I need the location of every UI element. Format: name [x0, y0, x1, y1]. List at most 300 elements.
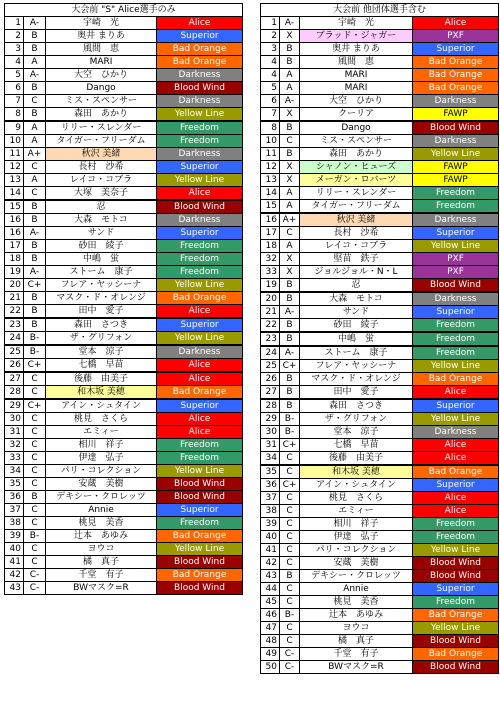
rank-number-cell: 8: [5, 108, 24, 122]
table-row: [261, 266, 499, 279]
table-row: [5, 305, 243, 319]
team-cell: Freedom: [413, 346, 499, 360]
grade-cell: A: [24, 135, 46, 148]
wrestler-name-cell: 後藤 由美子: [46, 372, 157, 386]
wrestler-name-cell: 七橋 早苗: [300, 439, 413, 452]
rank-number-cell: 3: [261, 43, 280, 56]
team-cell: Blood Wind: [413, 635, 499, 648]
table-row: [261, 413, 499, 426]
wrestler-name-cell: パリ・コレクション: [300, 544, 413, 557]
wrestler-name-cell: アイン・シュタイン: [46, 399, 157, 413]
team-cell: Darkness: [157, 345, 243, 359]
team-cell: Darkness: [157, 95, 243, 108]
table-row: [261, 279, 499, 293]
wrestler-name-cell: MARI: [46, 56, 157, 69]
table-row: [261, 161, 499, 174]
grade-cell: B: [24, 305, 46, 319]
wrestler-name-cell: 橘 真子: [300, 635, 413, 648]
grade-cell: X: [280, 266, 300, 279]
wrestler-name-cell: 風間 恵: [46, 43, 157, 56]
table-row: [261, 439, 499, 452]
grade-cell: C: [24, 426, 46, 439]
wrestler-name-cell: 七橋 早苗: [46, 359, 157, 373]
team-cell: Darkness: [157, 69, 243, 82]
table-row: [5, 187, 243, 201]
wrestler-name-cell: 桃見 美香: [46, 517, 157, 530]
team-cell: Alice: [157, 305, 243, 319]
table-row: [5, 240, 243, 253]
grade-cell: C+: [24, 279, 46, 292]
grade-cell: X: [280, 108, 300, 122]
rank-number-cell: 14: [261, 187, 280, 200]
table-row: [5, 227, 243, 240]
rank-number-cell: 29: [5, 399, 24, 413]
rank-number-cell: 10: [261, 135, 280, 148]
left-table-title: 大会前 "S" Alice選手のみ: [5, 4, 243, 17]
wrestler-name-cell: エミィー: [46, 426, 157, 439]
rank-number-cell: 7: [261, 108, 280, 122]
rank-number-cell: 13: [5, 174, 24, 187]
table-row: [5, 82, 243, 95]
wrestler-name-cell: 森田 あかり: [300, 148, 413, 161]
wrestler-name-cell: BWマスク=R: [46, 582, 157, 595]
grade-cell: C: [280, 635, 300, 648]
rank-number-cell: 15: [261, 200, 280, 214]
rank-number-cell: 24: [261, 346, 280, 360]
team-cell: FAWP: [413, 161, 499, 174]
team-cell: Alice: [413, 505, 499, 518]
team-cell: Freedom: [157, 439, 243, 452]
wrestler-name-cell: リリー・スレンダー: [46, 121, 157, 135]
left-ranking-table: [4, 3, 243, 595]
wrestler-name-cell: 伊達 弘子: [46, 452, 157, 465]
team-cell: Alice: [413, 17, 499, 30]
rank-number-cell: 21: [261, 306, 280, 319]
wrestler-name-cell: 堂本 涼子: [46, 345, 157, 359]
grade-cell: B: [280, 43, 300, 56]
team-cell: Darkness: [413, 95, 499, 108]
rank-number-cell: 1: [261, 17, 280, 30]
rank-number-cell: 34: [261, 452, 280, 466]
team-cell: Bad Orange: [157, 386, 243, 400]
rank-number-cell: 32: [5, 439, 24, 452]
wrestler-name-cell: 砂田 綾子: [46, 240, 157, 253]
wrestler-name-cell: 忍: [46, 200, 157, 214]
team-cell: Alice: [413, 439, 499, 452]
team-cell: Superior: [413, 227, 499, 240]
grade-cell: A-: [280, 17, 300, 30]
grade-cell: C: [280, 583, 300, 596]
grade-cell: X: [280, 253, 300, 266]
grade-cell: B: [280, 121, 300, 135]
wrestler-name-cell: 秋沢 美緒: [300, 213, 413, 227]
table-row: [5, 426, 243, 439]
wrestler-name-cell: サンド: [46, 227, 157, 240]
wrestler-name-cell: 風間 恵: [300, 56, 413, 69]
table-row: [261, 30, 499, 43]
team-cell: Freedom: [413, 187, 499, 200]
rank-number-cell: 27: [261, 386, 280, 400]
team-cell: Blood Wind: [413, 570, 499, 583]
table-row: [261, 95, 499, 108]
grade-cell: C-: [280, 648, 300, 661]
rank-number-cell: 32: [261, 253, 280, 266]
table-row: [261, 518, 499, 531]
rank-number-cell: 12: [261, 161, 280, 174]
table-row: [261, 200, 499, 214]
rank-number-cell: 29: [261, 413, 280, 426]
team-cell: Alice: [157, 359, 243, 373]
table-row: [261, 661, 499, 674]
wrestler-name-cell: Dango: [46, 82, 157, 95]
team-cell: Superior: [413, 43, 499, 56]
wrestler-name-cell: 奥井 まりあ: [300, 43, 413, 56]
team-cell: Bad Orange: [157, 530, 243, 543]
team-cell: Superior: [157, 30, 243, 43]
rank-number-cell: 26: [5, 359, 24, 373]
grade-cell: C: [24, 556, 46, 569]
grade-cell: C: [24, 372, 46, 386]
team-cell: Blood Wind: [413, 661, 499, 674]
table-row: [5, 452, 243, 465]
team-cell: Freedom: [157, 517, 243, 530]
team-cell: Freedom: [413, 200, 499, 214]
wrestler-name-cell: タイガー・フリーダム: [300, 200, 413, 214]
rank-number-cell: 43: [261, 570, 280, 583]
team-cell: Freedom: [413, 531, 499, 544]
team-cell: Bad Orange: [413, 648, 499, 661]
wrestler-name-cell: 中嶋 蛍: [300, 332, 413, 346]
rank-number-cell: 28: [261, 399, 280, 413]
team-cell: Superior: [157, 161, 243, 174]
wrestler-name-cell: 大空 ひかり: [46, 69, 157, 82]
team-cell: Yellow Line: [413, 413, 499, 426]
wrestler-name-cell: レイコ・コブラ: [300, 240, 413, 253]
table-row: [5, 174, 243, 187]
rank-number-cell: 9: [5, 121, 24, 135]
table-row: [5, 200, 243, 214]
wrestler-name-cell: シャノン・ヒューズ: [300, 161, 413, 174]
grade-cell: C: [24, 504, 46, 517]
table-row: [261, 426, 499, 439]
wrestler-name-cell: 奥井 まりあ: [46, 30, 157, 43]
table-row: [261, 544, 499, 557]
grade-cell: A-: [24, 266, 46, 279]
rank-number-cell: 23: [261, 332, 280, 346]
rank-number-cell: 27: [5, 372, 24, 386]
table-row: [5, 359, 243, 373]
wrestler-name-cell: ザ・グリフォン: [46, 332, 157, 346]
wrestler-name-cell: 大森 モトコ: [46, 214, 157, 227]
rank-number-cell: 48: [261, 635, 280, 648]
wrestler-name-cell: 秋沢 美緒: [46, 148, 157, 161]
grade-cell: C: [24, 452, 46, 465]
team-cell: Superior: [413, 399, 499, 413]
table-row: [261, 465, 499, 479]
wrestler-name-cell: BWマスク=R: [300, 661, 413, 674]
wrestler-name-cell: 中嶋 蛍: [46, 253, 157, 266]
grade-cell: B: [24, 108, 46, 122]
grade-cell: C-: [280, 661, 300, 674]
rank-number-cell: 49: [261, 648, 280, 661]
team-cell: Bad Orange: [157, 56, 243, 69]
grade-cell: X: [280, 30, 300, 43]
table-row: [261, 583, 499, 596]
team-cell: Alice: [157, 426, 243, 439]
rank-number-cell: 22: [5, 305, 24, 319]
table-row: [261, 386, 499, 400]
wrestler-name-cell: マスク・ド・オレンジ: [300, 373, 413, 386]
table-row: [261, 557, 499, 570]
rank-number-cell: 5: [5, 69, 24, 82]
rank-number-cell: 39: [261, 518, 280, 531]
team-cell: Bad Orange: [413, 465, 499, 479]
table-row: [261, 373, 499, 386]
team-cell: Yellow Line: [157, 108, 243, 122]
grade-cell: A: [24, 174, 46, 187]
grade-cell: C: [280, 492, 300, 505]
team-cell: Bad Orange: [413, 56, 499, 69]
table-row: [261, 43, 499, 56]
grade-cell: B-: [280, 426, 300, 439]
team-cell: FAWP: [413, 174, 499, 187]
wrestler-name-cell: MARI: [300, 69, 413, 82]
grade-cell: A: [280, 82, 300, 95]
rank-number-cell: 18: [5, 253, 24, 266]
team-cell: Alice: [157, 413, 243, 426]
wrestler-name-cell: 辻本 あゆみ: [46, 530, 157, 543]
rank-number-cell: 46: [261, 609, 280, 622]
rank-number-cell: 37: [5, 504, 24, 517]
table-row: [5, 504, 243, 517]
team-cell: Alice: [157, 372, 243, 386]
grade-cell: A-: [24, 17, 46, 30]
table-row: [261, 135, 499, 148]
wrestler-name-cell: 森田 さつき: [300, 399, 413, 413]
grade-cell: C+: [280, 479, 300, 492]
table-row: [5, 266, 243, 279]
wrestler-name-cell: 宇崎 光: [300, 17, 413, 30]
team-cell: Superior: [413, 479, 499, 492]
table-row: [5, 332, 243, 346]
team-cell: Alice: [157, 187, 243, 201]
table-title-row: [5, 4, 243, 17]
rank-number-cell: 31: [5, 426, 24, 439]
team-cell: FAWP: [413, 108, 499, 122]
table-row: [5, 439, 243, 452]
rank-number-cell: 30: [5, 413, 24, 426]
team-cell: Yellow Line: [413, 544, 499, 557]
grade-cell: B: [280, 332, 300, 346]
team-cell: Alice: [413, 492, 499, 505]
grade-cell: B-: [24, 332, 46, 346]
table-row: [5, 413, 243, 426]
rank-number-cell: 16: [5, 214, 24, 227]
grade-cell: B-: [24, 345, 46, 359]
table-row: [5, 372, 243, 386]
table-row: [261, 108, 499, 122]
rank-number-cell: 14: [5, 187, 24, 201]
table-row: [5, 279, 243, 292]
rank-number-cell: 43: [5, 582, 24, 595]
rank-number-cell: 4: [261, 69, 280, 82]
team-cell: Darkness: [413, 426, 499, 439]
table-row: [261, 492, 499, 505]
table-row: [5, 517, 243, 530]
table-row: [5, 69, 243, 82]
wrestler-name-cell: 桃見 さくら: [300, 492, 413, 505]
wrestler-name-cell: エミィー: [300, 505, 413, 518]
table-row: [5, 582, 243, 595]
table-row: [261, 306, 499, 319]
grade-cell: B: [24, 292, 46, 305]
rank-number-cell: 17: [5, 240, 24, 253]
team-cell: PXF: [413, 266, 499, 279]
wrestler-name-cell: 後藤 由美子: [300, 452, 413, 466]
wrestler-name-cell: 千堂 有子: [300, 648, 413, 661]
rank-number-cell: 5: [261, 82, 280, 95]
rank-number-cell: 36: [5, 491, 24, 504]
table-row: [261, 174, 499, 187]
rank-number-cell: 2: [5, 30, 24, 43]
wrestler-name-cell: ミス・スペンサー: [300, 135, 413, 148]
rank-number-cell: 40: [5, 543, 24, 556]
rank-number-cell: 31: [261, 439, 280, 452]
grade-cell: B: [280, 399, 300, 413]
grade-cell: B: [24, 214, 46, 227]
grade-cell: A: [24, 121, 46, 135]
grade-cell: C: [24, 161, 46, 174]
rank-number-cell: 42: [5, 569, 24, 582]
rank-number-cell: 19: [5, 266, 24, 279]
team-cell: Superior: [157, 399, 243, 413]
rank-number-cell: 26: [261, 373, 280, 386]
rank-number-cell: 42: [261, 557, 280, 570]
grade-cell: C: [280, 531, 300, 544]
table-row: [261, 319, 499, 333]
team-cell: Yellow Line: [157, 174, 243, 187]
wrestler-name-cell: ストーム 康子: [46, 266, 157, 279]
grade-cell: B: [280, 386, 300, 400]
wrestler-name-cell: サンド: [300, 306, 413, 319]
table-row: [5, 318, 243, 332]
team-cell: Yellow Line: [413, 148, 499, 161]
team-cell: Blood Wind: [157, 582, 243, 595]
wrestler-name-cell: 桃見 さくら: [46, 413, 157, 426]
grade-cell: C: [24, 95, 46, 108]
rank-number-cell: 15: [5, 200, 24, 214]
wrestler-name-cell: 辻本 あゆみ: [300, 609, 413, 622]
team-cell: Blood Wind: [413, 557, 499, 570]
rank-number-cell: 47: [261, 622, 280, 635]
table-row: [5, 530, 243, 543]
wrestler-name-cell: Annie: [300, 583, 413, 596]
rank-number-cell: 30: [261, 426, 280, 439]
table-title-row: [261, 4, 499, 17]
rank-number-cell: 10: [5, 135, 24, 148]
rank-number-cell: 16: [261, 213, 280, 227]
grade-cell: C: [280, 518, 300, 531]
rank-number-cell: 8: [261, 121, 280, 135]
wrestler-name-cell: 堂本 涼子: [300, 426, 413, 439]
grade-cell: C: [280, 505, 300, 518]
table-row: [261, 346, 499, 360]
grade-cell: B: [280, 292, 300, 306]
wrestler-name-cell: デキシー・クロレッツ: [46, 491, 157, 504]
wrestler-name-cell: クーリア: [300, 108, 413, 122]
grade-cell: A+: [24, 148, 46, 161]
team-cell: Blood Wind: [157, 556, 243, 569]
grade-cell: A-: [280, 346, 300, 360]
rank-number-cell: 44: [261, 583, 280, 596]
wrestler-name-cell: 安蔵 美樹: [300, 557, 413, 570]
table-row: [5, 253, 243, 266]
team-cell: Yellow Line: [413, 240, 499, 253]
table-row: [5, 135, 243, 148]
rank-number-cell: 25: [261, 360, 280, 373]
grade-cell: B: [280, 570, 300, 583]
rank-number-cell: 19: [261, 279, 280, 293]
table-row: [5, 95, 243, 108]
team-cell: Yellow Line: [413, 622, 499, 635]
table-row: [261, 596, 499, 609]
grade-cell: A: [280, 69, 300, 82]
team-cell: Alice: [413, 452, 499, 466]
grade-cell: C: [24, 478, 46, 491]
grade-cell: A-: [24, 227, 46, 240]
table-row: [261, 332, 499, 346]
table-row: [5, 569, 243, 582]
rank-number-cell: 45: [261, 596, 280, 609]
grade-cell: B: [280, 148, 300, 161]
table-row: [261, 69, 499, 82]
wrestler-name-cell: 宇崎 光: [46, 17, 157, 30]
grade-cell: B: [24, 43, 46, 56]
wrestler-name-cell: 長村 沙希: [300, 227, 413, 240]
team-cell: Freedom: [413, 332, 499, 346]
grade-cell: C: [24, 187, 46, 201]
team-cell: Freedom: [413, 319, 499, 333]
wrestler-name-cell: 桃見 美香: [300, 596, 413, 609]
grade-cell: A-: [280, 306, 300, 319]
rank-number-cell: 12: [5, 161, 24, 174]
grade-cell: C+: [24, 399, 46, 413]
wrestler-name-cell: ストーム 康子: [300, 346, 413, 360]
team-cell: Blood Wind: [413, 279, 499, 293]
rank-number-cell: 6: [5, 82, 24, 95]
table-row: [261, 452, 499, 466]
grade-cell: A: [24, 56, 46, 69]
grade-cell: B-: [280, 609, 300, 622]
team-cell: Bad Orange: [413, 609, 499, 622]
grade-cell: C-: [24, 582, 46, 595]
grade-cell: X: [280, 174, 300, 187]
team-cell: Blood Wind: [157, 200, 243, 214]
rank-number-cell: 11: [261, 148, 280, 161]
rank-number-cell: 1: [5, 17, 24, 30]
team-cell: Darkness: [157, 214, 243, 227]
team-cell: Yellow Line: [157, 543, 243, 556]
grade-cell: B: [24, 240, 46, 253]
table-row: [5, 161, 243, 174]
table-row: [261, 17, 499, 30]
table-row: [261, 360, 499, 373]
table-row: [261, 635, 499, 648]
grade-cell: C-: [24, 569, 46, 582]
table-row: [5, 478, 243, 491]
wrestler-name-cell: 相川 祥子: [46, 439, 157, 452]
rank-number-cell: 3: [5, 43, 24, 56]
